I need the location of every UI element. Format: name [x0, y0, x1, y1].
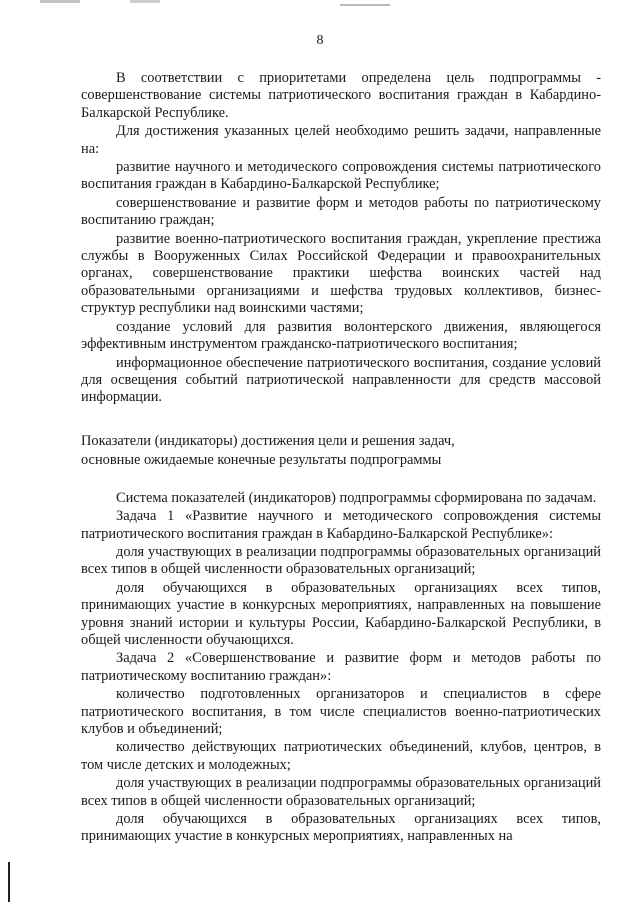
paragraph: доля участвующих в реализации подпрограммы образовательных организаций всех типов в общей численности образовательных организаций; [81, 543, 601, 578]
section-heading-line-1: Показатели (индикаторы) достижения цели и решения задач, [81, 432, 455, 449]
paragraph: доля обучающихся в образовательных организациях всех типов, принимающих участие в конкурсных мероприятиях, направленных на [81, 811, 601, 845]
paragraph: Для достижения указанных целей необходимо решить задачи, направленные на: [81, 123, 601, 157]
paragraph: Задача 1 «Развитие научного и методического сопровождения системы патриотического воспитания граждан в Кабардино-Балкарской Республике»: [81, 508, 601, 542]
paragraph: доля участвующих в реализации подпрограммы образовательных организаций всех типов в общей численности образовательных организаций; [81, 775, 601, 809]
paragraph: развитие военно-патриотического воспитания граждан, укрепление престижа службы в Вооруженных Силах Российской Федерации и правоохранительных органах, совершенствование практики шефства воинских частей над образовательными организациями и шефства трудовых коллективов, бизнес-структур республики над воинскими частями; [81, 230, 601, 317]
paragraph: В соответствии с приоритетами определена цель подпрограммы - совершенствование системы патриотического воспитания граждан в Кабардино-Балкарской Республике. [81, 70, 601, 121]
paragraph: информационное обеспечение патриотического воспитания, создание условий для освещения событий патриотической направленности для средств массовой информации. [81, 354, 601, 406]
section-heading-line-2: основные ожидаемые конечные результаты подпрограммы [81, 451, 442, 468]
paragraph: Система показателей (индикаторов) подпрограммы сформирована по задачам. [116, 489, 597, 506]
paragraph: развитие научного и методического сопровождения системы патриотического воспитания граждан в Кабардино-Балкарской Республике; [81, 159, 601, 193]
section-heading [81, 432, 601, 470]
scan-artifact-top [0, 0, 640, 14]
scan-artifact-left-rule [8, 862, 10, 902]
page-number: 8 [316, 33, 324, 48]
paragraph: создание условий для развития волонтерского движения, являющегося эффективным инструментом гражданско-патриотического воспитания; [81, 318, 601, 353]
paragraph: количество действующих патриотических объединений, клубов, центров, в том числе детских и молодежных; [81, 739, 601, 773]
paragraph: доля обучающихся в образовательных организациях всех типов, принимающих участие в конкурсных мероприятиях, направленных на повышение уровня знаний истории и культуры России, Кабардино-Балкарской Республики, в общей численности обучающихся. [81, 579, 601, 648]
paragraph: совершенствование и развитие форм и методов работы по патриотическому воспитанию граждан; [81, 194, 601, 229]
paragraph: Задача 2 «Совершенствование и развитие форм и методов работы по патриотическому воспитанию граждан»: [81, 650, 601, 684]
document-body [81, 70, 601, 846]
paragraph: количество подготовленных организаторов и специалистов в сфере патриотического воспитания, в том числе специалистов военно-патриотических клубов и объединений; [81, 686, 601, 737]
